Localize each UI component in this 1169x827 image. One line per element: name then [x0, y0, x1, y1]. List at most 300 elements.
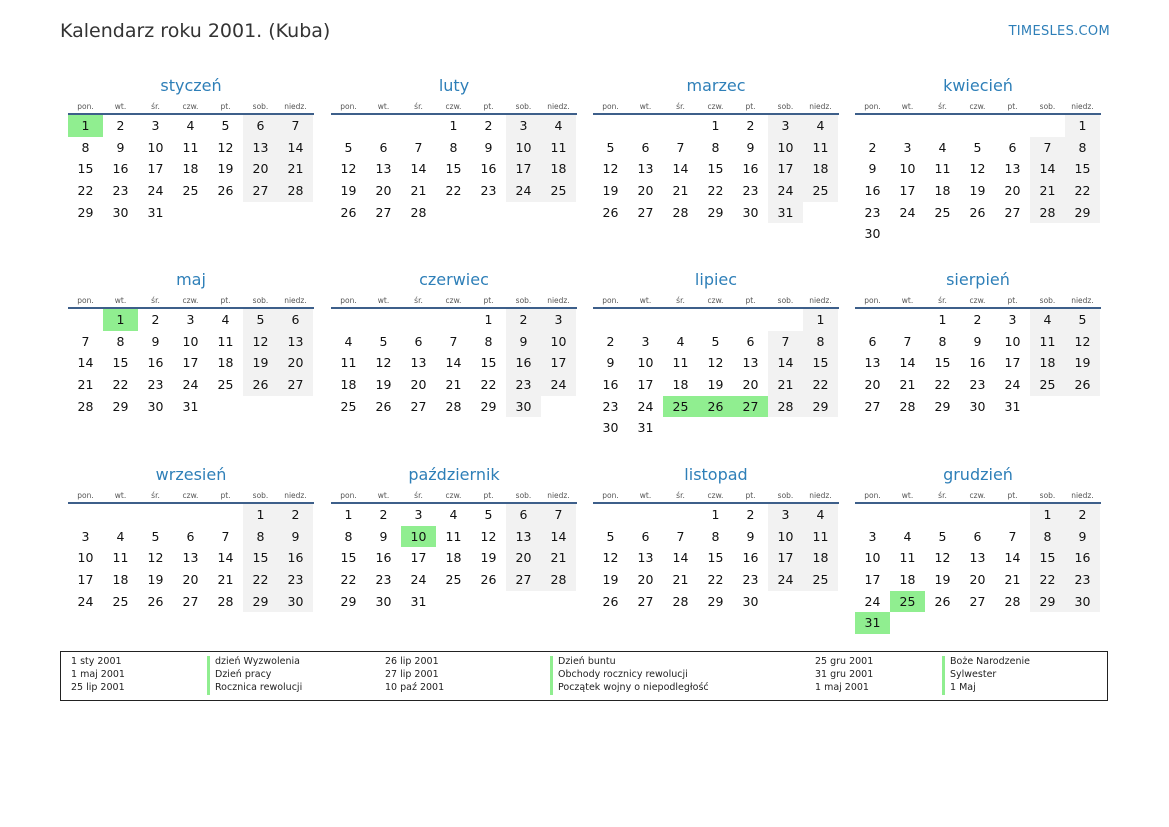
weekend-day-cell: 27	[278, 374, 313, 396]
week-row	[855, 591, 1101, 613]
weekend-day-cell: 3	[506, 115, 541, 137]
week-row	[68, 180, 314, 202]
weekday-label: pt.	[220, 296, 231, 305]
day-cell: 19	[375, 377, 392, 393]
weekday-label: sob.	[252, 296, 269, 305]
weekday-label: śr.	[676, 491, 685, 500]
weekend-day-cell: 28	[541, 569, 576, 591]
day-cell: 31	[182, 398, 199, 414]
month-name: kwiecień	[943, 76, 1013, 95]
day-cell: 4	[903, 528, 912, 544]
month-październik	[331, 464, 577, 612]
day-cell: 6	[379, 139, 388, 155]
brand-link[interactable]: TIMESLES.COM	[1008, 24, 1110, 39]
weekend-day-cell: 7	[541, 504, 576, 526]
week-row	[68, 547, 314, 569]
weekend-day-cell: 25	[1030, 374, 1065, 396]
week-row	[68, 115, 314, 137]
weekday-label: śr.	[414, 102, 423, 111]
weekday-header	[593, 294, 839, 309]
day-cell: 6	[641, 528, 650, 544]
day-cell: 2	[973, 312, 982, 327]
day-cell: 12	[602, 161, 619, 177]
week-row	[855, 137, 1101, 159]
day-cell: 9	[116, 139, 125, 155]
weekday-label: czw.	[969, 491, 986, 500]
holiday-day-cell: 26	[698, 396, 733, 418]
day-cell: 1	[711, 118, 720, 133]
empty-day-cell	[103, 504, 138, 526]
legend-date: 31 gru 2001	[815, 669, 874, 680]
day-cell: 20	[864, 377, 881, 393]
empty-day-cell	[436, 309, 471, 331]
day-cell: 19	[602, 183, 619, 199]
day-cell: 27	[637, 593, 654, 609]
empty-day-cell	[663, 417, 698, 439]
day-cell: 14	[77, 355, 94, 371]
weekday-label: czw.	[182, 491, 199, 500]
week-row	[855, 504, 1101, 526]
weekday-label: pt.	[483, 491, 494, 500]
day-cell: 27	[1004, 204, 1021, 220]
month-marzec	[593, 75, 839, 223]
day-cell: 28	[410, 204, 427, 220]
day-cell: 17	[410, 550, 427, 566]
day-cell: 11	[112, 550, 129, 566]
empty-day-cell	[890, 612, 925, 634]
weekend-day-cell: 28	[278, 180, 313, 202]
weekend-day-cell: 4	[541, 115, 576, 137]
day-cell: 21	[1004, 572, 1021, 588]
day-cell: 23	[112, 183, 129, 199]
week-row	[68, 396, 314, 418]
week-row	[855, 223, 1101, 245]
day-cell: 22	[112, 377, 129, 393]
weekday-label: wt.	[639, 296, 652, 305]
day-cell: 2	[151, 312, 160, 327]
weekend-day-cell: 6	[506, 504, 541, 526]
weekday-label: śr.	[414, 296, 423, 305]
weekend-day-cell: 14	[278, 137, 313, 159]
weekday-label: sob.	[1039, 296, 1056, 305]
day-cell: 27	[637, 204, 654, 220]
week-row	[331, 115, 577, 137]
empty-day-cell	[593, 504, 628, 526]
day-cell: 18	[182, 161, 199, 177]
day-cell: 14	[672, 161, 689, 177]
weekend-day-cell: 20	[506, 547, 541, 569]
weekday-header	[331, 489, 577, 504]
day-cell: 13	[1004, 161, 1021, 177]
day-cell: 24	[410, 572, 427, 588]
weekday-header	[68, 100, 314, 115]
day-cell: 12	[480, 528, 497, 544]
empty-day-cell	[698, 417, 733, 439]
weekday-label: czw.	[182, 296, 199, 305]
day-cell: 20	[410, 377, 427, 393]
legend-holiday-name: Rocznica rewolucji	[207, 682, 302, 695]
empty-day-cell	[278, 396, 313, 418]
day-cell: 5	[606, 528, 615, 544]
day-cell: 29	[112, 398, 129, 414]
empty-day-cell	[331, 115, 366, 137]
day-cell: 19	[340, 183, 357, 199]
day-cell: 13	[969, 550, 986, 566]
day-cell: 13	[410, 355, 427, 371]
week-row	[331, 202, 577, 224]
weekday-label: pon.	[77, 296, 94, 305]
week-row	[331, 158, 577, 180]
weekday-label: wt.	[639, 491, 652, 500]
holiday-day-cell: 25	[890, 591, 925, 613]
day-cell: 3	[903, 139, 912, 155]
legend-holiday-name: Dzień pracy	[207, 669, 271, 682]
weekday-label: czw.	[445, 102, 462, 111]
week-row	[68, 374, 314, 396]
weekend-day-cell: 12	[243, 331, 278, 353]
weekend-day-cell: 17	[768, 158, 803, 180]
weekday-label: sob.	[515, 102, 532, 111]
day-cell: 9	[606, 355, 615, 371]
weekend-day-cell: 1	[1065, 115, 1100, 137]
day-cell: 12	[147, 550, 164, 566]
weekday-label: wt.	[377, 102, 390, 111]
week-row	[855, 309, 1101, 331]
week-row	[593, 374, 839, 396]
day-cell: 25	[934, 204, 951, 220]
day-cell: 10	[864, 550, 881, 566]
day-cell: 5	[606, 139, 615, 155]
day-cell: 15	[112, 355, 129, 371]
day-cell: 22	[480, 377, 497, 393]
weekday-header	[593, 489, 839, 504]
day-cell: 7	[449, 333, 458, 349]
day-cell: 6	[186, 528, 195, 544]
weekday-label: sob.	[252, 102, 269, 111]
weekend-day-cell: 19	[243, 352, 278, 374]
day-cell: 19	[602, 572, 619, 588]
weekday-header	[68, 489, 314, 504]
empty-day-cell	[436, 591, 471, 613]
weekend-day-cell: 20	[278, 352, 313, 374]
day-cell: 15	[707, 161, 724, 177]
weekend-day-cell: 23	[1065, 569, 1100, 591]
day-cell: 23	[375, 572, 392, 588]
weekday-label: pt.	[745, 102, 756, 111]
day-cell: 16	[742, 161, 759, 177]
weekend-day-cell: 14	[1030, 158, 1065, 180]
day-cell: 14	[899, 355, 916, 371]
day-cell: 9	[868, 161, 877, 177]
day-cell: 4	[449, 507, 458, 522]
day-cell: 21	[217, 572, 234, 588]
day-cell: 15	[480, 355, 497, 371]
weekend-day-cell: 17	[768, 547, 803, 569]
holiday-day-cell: 27	[733, 396, 768, 418]
week-row	[855, 115, 1101, 137]
day-cell: 23	[742, 572, 759, 588]
weekday-header	[855, 294, 1101, 309]
empty-day-cell	[698, 309, 733, 331]
day-cell: 14	[445, 355, 462, 371]
weekend-day-cell: 11	[541, 137, 576, 159]
day-cell: 24	[864, 593, 881, 609]
weekday-label: niedz.	[1071, 296, 1094, 305]
month-name: maj	[176, 270, 206, 289]
day-cell: 29	[707, 204, 724, 220]
day-cell: 16	[602, 377, 619, 393]
weekend-day-cell: 10	[506, 137, 541, 159]
week-row	[331, 547, 577, 569]
weekend-day-cell: 24	[768, 180, 803, 202]
empty-day-cell	[1030, 612, 1065, 634]
month-name: styczeń	[160, 76, 222, 95]
empty-day-cell	[628, 504, 663, 526]
week-row	[593, 309, 839, 331]
empty-day-cell	[628, 309, 663, 331]
day-cell: 16	[112, 161, 129, 177]
week-row	[593, 137, 839, 159]
legend-date: 26 lip 2001	[385, 656, 439, 667]
empty-day-cell	[995, 223, 1030, 245]
day-cell: 4	[344, 333, 353, 349]
weekend-day-cell: 21	[768, 374, 803, 396]
day-cell: 20	[375, 183, 392, 199]
weekend-day-cell: 21	[278, 158, 313, 180]
day-cell: 23	[602, 398, 619, 414]
weekday-label: sob.	[515, 491, 532, 500]
week-row	[68, 591, 314, 613]
weekday-label: czw.	[182, 102, 199, 111]
weekday-label: czw.	[445, 491, 462, 500]
day-cell: 14	[1004, 550, 1021, 566]
day-cell: 20	[182, 572, 199, 588]
day-cell: 15	[445, 161, 462, 177]
day-cell: 21	[445, 377, 462, 393]
empty-day-cell	[541, 202, 576, 224]
day-cell: 31	[1004, 398, 1021, 414]
month-grudzień	[855, 464, 1101, 634]
weekend-day-cell: 21	[1030, 180, 1065, 202]
weekday-label: pt.	[1007, 102, 1018, 111]
day-cell: 1	[344, 507, 353, 522]
day-cell: 29	[934, 398, 951, 414]
weekend-day-cell: 8	[803, 331, 838, 353]
day-cell: 8	[484, 333, 493, 349]
day-cell: 26	[969, 204, 986, 220]
day-cell: 17	[77, 572, 94, 588]
empty-day-cell	[138, 504, 173, 526]
day-cell: 17	[147, 161, 164, 177]
weekday-label: czw.	[707, 102, 724, 111]
day-cell: 19	[969, 183, 986, 199]
day-cell: 4	[221, 312, 230, 327]
day-cell: 4	[116, 528, 125, 544]
day-cell: 15	[340, 550, 357, 566]
day-cell: 28	[672, 204, 689, 220]
weekday-label: sob.	[515, 296, 532, 305]
day-cell: 23	[864, 204, 881, 220]
day-cell: 20	[637, 183, 654, 199]
empty-day-cell	[1065, 612, 1100, 634]
empty-day-cell	[401, 115, 436, 137]
empty-day-cell	[593, 115, 628, 137]
day-cell: 26	[602, 593, 619, 609]
weekend-day-cell: 27	[506, 569, 541, 591]
legend-holiday-name: Początek wojny o niepodległość	[550, 682, 709, 695]
day-cell: 29	[480, 398, 497, 414]
weekday-label: sob.	[777, 102, 794, 111]
month-name: listopad	[684, 465, 748, 484]
day-cell: 2	[379, 507, 388, 522]
weekend-day-cell: 7	[1030, 137, 1065, 159]
weekend-day-cell: 3	[768, 115, 803, 137]
day-cell: 18	[672, 377, 689, 393]
weekday-header	[855, 489, 1101, 504]
week-row	[855, 612, 1101, 634]
day-cell: 8	[711, 139, 720, 155]
day-cell: 7	[676, 139, 685, 155]
weekend-day-cell: 25	[803, 569, 838, 591]
empty-day-cell	[890, 223, 925, 245]
day-cell: 2	[746, 118, 755, 133]
empty-day-cell	[68, 309, 103, 331]
day-cell: 8	[938, 333, 947, 349]
day-cell: 1	[711, 507, 720, 522]
day-cell: 16	[742, 550, 759, 566]
day-cell: 12	[340, 161, 357, 177]
day-cell: 11	[217, 333, 234, 349]
legend-holiday-name: dzień Wyzwolenia	[207, 656, 300, 669]
day-cell: 1	[484, 312, 493, 327]
day-cell: 3	[414, 507, 423, 522]
month-czerwiec	[331, 269, 577, 417]
weekday-label: sob.	[777, 491, 794, 500]
empty-day-cell	[890, 115, 925, 137]
weekend-day-cell: 7	[768, 331, 803, 353]
day-cell: 10	[182, 333, 199, 349]
week-row	[593, 504, 839, 526]
day-cell: 17	[182, 355, 199, 371]
week-row	[68, 352, 314, 374]
day-cell: 15	[77, 161, 94, 177]
day-cell: 8	[449, 139, 458, 155]
week-row	[68, 158, 314, 180]
day-cell: 7	[1008, 528, 1017, 544]
day-cell: 17	[899, 183, 916, 199]
weekend-day-cell: 16	[506, 352, 541, 374]
weekday-label: śr.	[151, 296, 160, 305]
day-cell: 8	[711, 528, 720, 544]
empty-day-cell	[925, 115, 960, 137]
weekend-day-cell: 14	[768, 352, 803, 374]
empty-day-cell	[995, 612, 1030, 634]
weekday-label: pon.	[602, 102, 619, 111]
empty-day-cell	[506, 202, 541, 224]
day-cell: 26	[480, 572, 497, 588]
weekend-day-cell: 30	[278, 591, 313, 613]
day-cell: 25	[217, 377, 234, 393]
weekday-label: niedz.	[284, 296, 307, 305]
day-cell: 11	[899, 550, 916, 566]
empty-day-cell	[1065, 396, 1100, 418]
week-row	[331, 569, 577, 591]
day-cell: 21	[410, 183, 427, 199]
weekend-day-cell: 13	[243, 137, 278, 159]
week-row	[331, 309, 577, 331]
day-cell: 29	[707, 593, 724, 609]
weekend-day-cell: 9	[278, 526, 313, 548]
month-name: październik	[408, 465, 500, 484]
day-cell: 22	[77, 183, 94, 199]
day-cell: 16	[375, 550, 392, 566]
weekend-day-cell: 6	[278, 309, 313, 331]
weekend-day-cell: 30	[1065, 591, 1100, 613]
day-cell: 26	[217, 183, 234, 199]
day-cell: 12	[375, 355, 392, 371]
legend-holiday-name: Boże Narodzenie	[942, 656, 1030, 669]
empty-day-cell	[208, 202, 243, 224]
day-cell: 28	[445, 398, 462, 414]
day-cell: 27	[375, 204, 392, 220]
day-cell: 15	[707, 550, 724, 566]
day-cell: 3	[81, 528, 90, 544]
empty-day-cell	[173, 202, 208, 224]
day-cell: 6	[868, 333, 877, 349]
day-cell: 14	[410, 161, 427, 177]
weekend-day-cell: 2	[1065, 504, 1100, 526]
day-cell: 13	[375, 161, 392, 177]
weekday-label: wt.	[114, 296, 127, 305]
day-cell: 18	[899, 572, 916, 588]
week-row	[331, 352, 577, 374]
weekend-day-cell: 10	[768, 137, 803, 159]
day-cell: 4	[676, 333, 685, 349]
weekend-day-cell: 15	[1030, 547, 1065, 569]
empty-day-cell	[768, 417, 803, 439]
day-cell: 2	[606, 333, 615, 349]
empty-day-cell	[1030, 223, 1065, 245]
month-name: luty	[438, 76, 470, 95]
day-cell: 10	[147, 139, 164, 155]
empty-day-cell	[925, 504, 960, 526]
empty-day-cell	[855, 309, 890, 331]
weekday-label: wt.	[901, 102, 914, 111]
weekend-day-cell: 4	[803, 115, 838, 137]
day-cell: 25	[340, 398, 357, 414]
weekday-label: pon.	[864, 296, 881, 305]
legend-date: 1 maj 2001	[815, 682, 869, 693]
weekend-day-cell: 20	[243, 158, 278, 180]
day-cell: 20	[1004, 183, 1021, 199]
empty-day-cell	[436, 202, 471, 224]
empty-day-cell	[541, 591, 576, 613]
month-name: grudzień	[943, 465, 1013, 484]
day-cell: 21	[899, 377, 916, 393]
day-cell: 17	[864, 572, 881, 588]
empty-day-cell	[803, 591, 838, 613]
weekday-label: pon.	[77, 491, 94, 500]
day-cell: 2	[868, 139, 877, 155]
weekend-day-cell: 8	[1065, 137, 1100, 159]
week-row	[331, 504, 577, 526]
day-cell: 5	[973, 139, 982, 155]
day-cell: 9	[973, 333, 982, 349]
month-listopad	[593, 464, 839, 612]
day-cell: 21	[672, 572, 689, 588]
legend-date: 25 gru 2001	[815, 656, 874, 667]
empty-day-cell	[401, 309, 436, 331]
